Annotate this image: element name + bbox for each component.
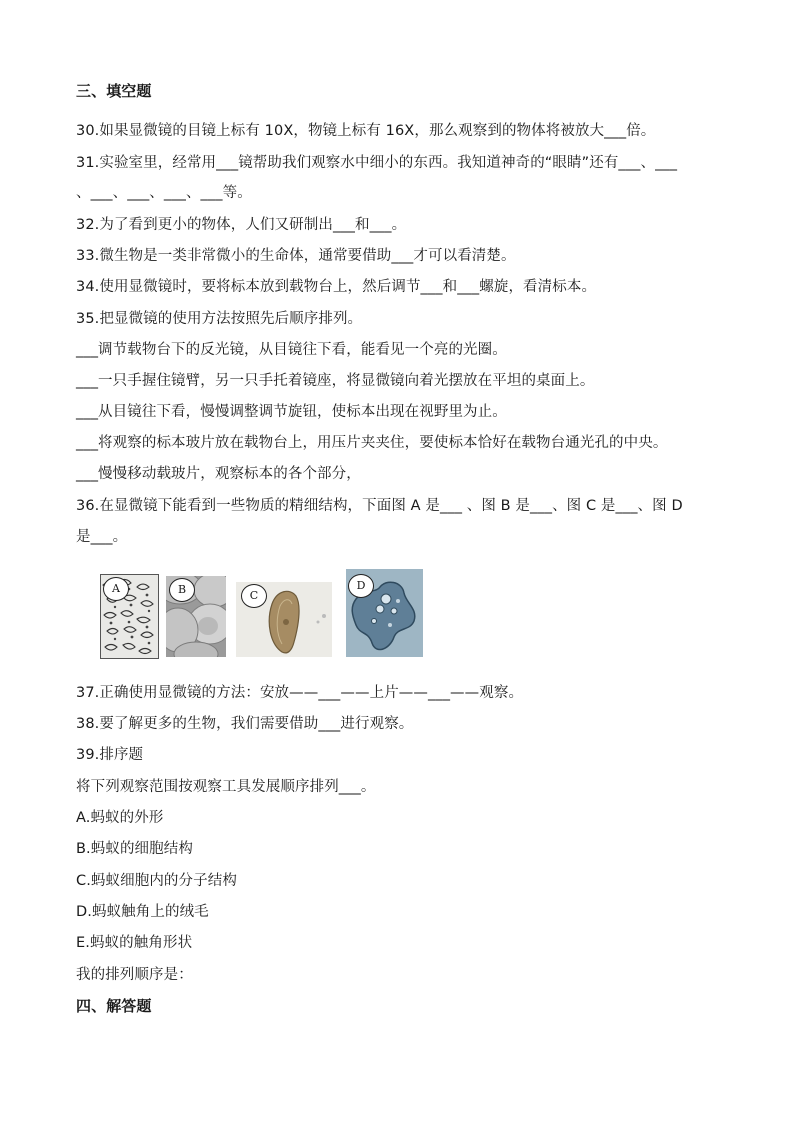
section-3-title: 三、填空题 <box>76 82 152 100</box>
section-4-title: 四、解答题 <box>76 997 152 1015</box>
question-39-option: C.蚂蚁细胞内的分子结构 <box>76 873 237 889</box>
figure-label-c: C <box>241 584 267 608</box>
question-32: 32.为了看到更小的物体，人们又研制出___和___。 <box>76 217 407 233</box>
question-30: 30.如果显微镜的目镜上标有 10X，物镜上标有 16X，那么观察到的物体将被放大___倍。 <box>76 123 656 139</box>
figure-d-amoeba <box>346 569 423 657</box>
question-39-option: A.蚂蚁的外形 <box>76 810 164 826</box>
question-39-option: D.蚂蚁触角上的绒毛 <box>76 904 209 920</box>
question-39-option: E.蚂蚁的触角形状 <box>76 935 193 951</box>
figure-label-a: A <box>103 577 129 601</box>
question-35: 35.把显微镜的使用方法按照先后顺序排列。 <box>76 311 363 327</box>
figure-c-paramecium <box>236 582 332 657</box>
question-35-step: ___慢慢移动载玻片，观察标本的各个部分， <box>76 466 361 482</box>
question-37: 37.正确使用显微镜的方法：安放——___——上片——___——观察。 <box>76 685 524 701</box>
question-35-step: ___调节载物台下的反光镜，从目镜往下看，能看见一个亮的光圈。 <box>76 342 507 358</box>
figure-a-plant-cells <box>100 574 159 659</box>
question-39: 39.排序题 <box>76 747 144 763</box>
question-36-line-2: 是___。 <box>76 529 128 545</box>
figure-label-d: D <box>348 574 374 598</box>
microscope-figures <box>99 568 429 660</box>
question-33: 33.微生物是一类非常微小的生命体，通常要借助___才可以看清楚。 <box>76 248 516 264</box>
question-35-step: ___将观察的标本玻片放在载物台上，用压片夹夹住，要使标本恰好在载物台通光孔的中央。 <box>76 435 668 451</box>
question-35-step: ___从目镜往下看，慢慢调整调节旋钮，使标本出现在视野里为止。 <box>76 404 507 420</box>
question-36-line-1: 36.在显微镜下能看到一些物质的精细结构，下面图 A 是___ 、图 B 是___、图 C 是___、图 D <box>76 498 683 514</box>
figure-label-b: B <box>169 578 195 602</box>
question-31-line-2: 、___、___、___、___等。 <box>76 185 252 201</box>
question-35-step: ___一只手握住镜臂，另一只手托着镜座，将显微镜向着光摆放在平坦的桌面上。 <box>76 373 595 389</box>
question-34: 34.使用显微镜时，要将标本放到载物台上，然后调节___和___螺旋，看清标本。 <box>76 279 597 295</box>
question-39-option: B.蚂蚁的细胞结构 <box>76 841 193 857</box>
question-38: 38.要了解更多的生物，我们需要借助___进行观察。 <box>76 716 414 732</box>
question-39-answer-prompt: 我的排列顺序是： <box>76 967 193 983</box>
figure-b-blood-cells <box>166 576 226 657</box>
question-31-line-1: 31.实验室里，经常用___镜帮助我们观察水中细小的东西。我知道神奇的“眼睛”还有___、___ <box>76 155 678 171</box>
question-39-instruction: 将下列观察范围按观察工具发展顺序排列___。 <box>76 779 376 795</box>
